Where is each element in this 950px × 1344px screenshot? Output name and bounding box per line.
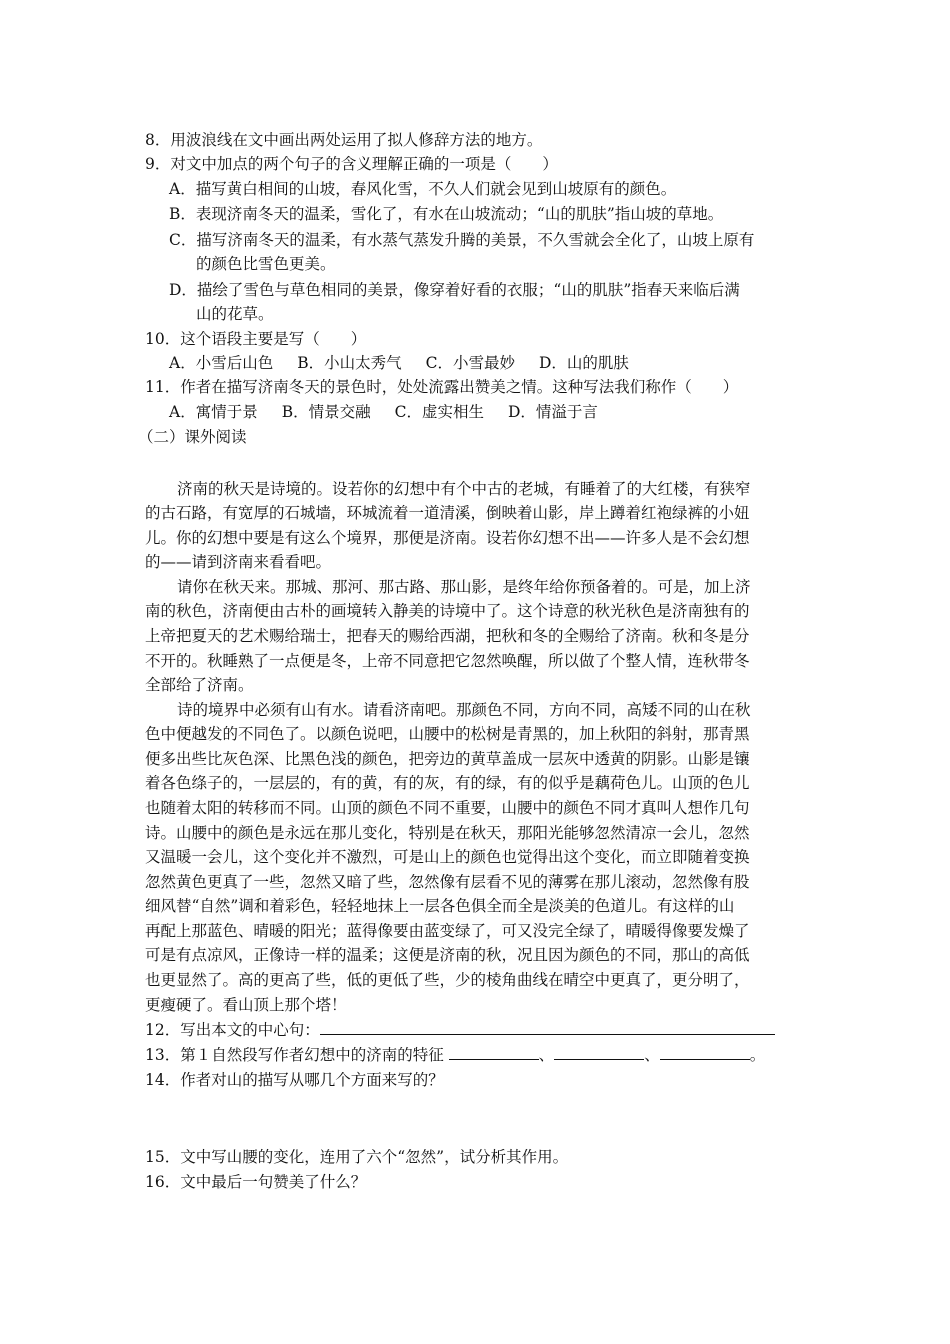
question-9-option-c: C．描写济南冬天的温柔，有水蒸气蒸发升腾的美景，不久雪就会全化了，山坡上原有 xyxy=(169,231,755,249)
question-13-end: 。 xyxy=(749,1046,766,1064)
question-13 xyxy=(145,1043,765,1067)
answer-blank-12[interactable] xyxy=(320,1019,775,1035)
passage-p3-line13: 更瘦硬了。看山顶上那个塔！ xyxy=(145,996,347,1014)
question-11-option-d: D．情溢于言 xyxy=(507,403,598,421)
passage-p1-line4: 的——请到济南来看看吧。 xyxy=(145,553,332,571)
passage-p3-line5: 也随着太阳的转移而不同。山顶的颜色不同不重要，山腰中的颜色不同才真叫人想作几句 xyxy=(145,799,750,817)
passage-p2-line2: 南的秋色，济南便由古朴的画境转入静美的诗境中了。这个诗意的秋光秋色是济南独有的 xyxy=(145,602,750,620)
question-16: 16．文中最后一句赞美了什么？ xyxy=(145,1173,367,1191)
question-13-sep2: 、 xyxy=(644,1046,660,1064)
question-10-option-d: D．山的肌肤 xyxy=(538,354,629,372)
answer-blank-13b[interactable] xyxy=(554,1044,644,1060)
question-9-option-d: D．描绘了雪色与草色相同的美景，像穿着好看的衣服；“山的肌肤”指春天来临后满 xyxy=(169,281,740,299)
passage-p3-line3: 便多出些比灰色深、比黑色浅的颜色，把旁边的黄草盖成一层灰中透黄的阴影。山影是镶 xyxy=(145,750,750,768)
question-12-stem: 12．写出本文的中心句： xyxy=(145,1021,320,1039)
question-10-option-a: A．小雪后山色 xyxy=(169,354,274,372)
passage-p3-line11: 可是有点凉风，正像诗一样的温柔；这便是济南的秋，况且因为颜色的不同，那山的高低 xyxy=(145,946,750,964)
question-13-sep1: 、 xyxy=(538,1046,555,1064)
passage-p3-line7: 又温暖一会儿，这个变化并不激烈，可是山上的颜色也觉得出这个变化，而立即随着变换 xyxy=(145,848,750,866)
passage-p3-line6: 诗。山腰中的颜色是永远在那儿变化，特别是在秋天，那阳光能够忽然清凉一会儿，忽然 xyxy=(145,824,750,842)
passage-p3-line9: 细风替“自然”调和着彩色，轻轻地抹上一层各色俱全而全是淡美的色道儿。有这样的山 xyxy=(145,897,735,915)
question-10-option-c: C．小雪最妙 xyxy=(425,354,515,372)
question-13-stem: 13．第１自然段写作者幻想中的济南的特征 xyxy=(145,1046,444,1064)
passage-p2-line3: 上帝把夏天的艺术赐给瑞士，把春天的赐给西湖，把秋和冬的全赐给了济南。秋和冬是分 xyxy=(145,627,750,645)
passage-p3-line8: 忽然黄色更真了一些，忽然又暗了些，忽然像有层看不见的薄雾在那儿滚动，忽然像有股 xyxy=(145,873,750,891)
question-12 xyxy=(145,1018,775,1042)
question-9-stem: 9．对文中加点的两个句子的含义理解正确的一项是（ ） xyxy=(145,155,558,173)
question-11-stem: 11．作者在描写济南冬天的景色时，处处流露出赞美之情。这种写法我们称作（ ） xyxy=(145,378,739,396)
question-9-option-d-cont: 山的花草。 xyxy=(196,305,274,323)
question-11-option-c: C．虚实相生 xyxy=(394,403,484,421)
question-10-options xyxy=(169,351,653,375)
question-11-option-a: A．寓情于景 xyxy=(169,403,258,421)
question-9-option-a: A．描写黄白相间的山坡，春风化雪，不久人们就会见到山坡原有的颜色。 xyxy=(169,180,677,198)
passage-p3-line4: 着各色绦子的，一层层的，有的黄，有的灰，有的绿，有的似乎是藕荷色儿。山顶的色儿 xyxy=(145,774,750,792)
passage-p2-line5: 全部给了济南。 xyxy=(145,676,254,694)
passage-p2-line1: 请你在秋天来。那城、那河、那古路、那山影，是终年给你预备着的。可是，加上济 xyxy=(177,578,751,596)
question-15: 15．文中写山腰的变化，连用了六个“忽然”，试分析其作用。 xyxy=(145,1148,569,1166)
passage-p2-line4: 不开的。秋睡熟了一点便是冬，上帝不同意把它忽然唤醒，所以做了个整人情，连秋带冬 xyxy=(145,652,750,670)
question-14: 14．作者对山的描写从哪几个方面来写的？ xyxy=(145,1071,444,1089)
question-10-stem: 10．这个语段主要是写（ ） xyxy=(145,330,367,348)
passage-p3-line12: 也更显然了。高的更高了些，低的更低了些，少的棱角曲线在晴空中更真了，更分明了， xyxy=(145,971,750,989)
answer-blank-13a[interactable] xyxy=(449,1044,539,1060)
question-9-option-c-cont: 的颜色比雪色更美。 xyxy=(196,255,336,273)
passage-p3-line1: 诗的境界中必须有山有水。请看济南吧。那颜色不同，方向不同，高矮不同的山在秋 xyxy=(177,701,751,719)
passage-p3-line2: 色中便越发的不同色了。以颜色说吧，山腰中的松树是青黑的，加上秋阳的斜射，那青黑 xyxy=(145,725,750,743)
question-8: 8．用波浪线在文中画出两处运用了拟人修辞方法的地方。 xyxy=(145,131,543,149)
section-heading-extracurricular: （二）课外阅读 xyxy=(138,428,247,446)
passage-p1-line2: 的古石路，有宽厚的石城墙，环城流着一道清溪，倒映着山影，岸上蹲着红袍绿裤的小妞 xyxy=(145,504,750,522)
passage-p1-line3: 儿。你的幻想中要是有这么个境界，那便是济南。设若你幻想不出——许多人是不会幻想 xyxy=(145,529,750,547)
answer-blank-13c[interactable] xyxy=(660,1044,750,1060)
passage-p3-line10: 再配上那蓝色、晴暖的阳光；蓝得像要由蓝变绿了，可又没完全绿了，晴暖得像要发燥了 xyxy=(145,922,750,940)
question-11-option-b: B．情景交融 xyxy=(281,403,371,421)
question-9-option-b: B．表现济南冬天的温柔，雪化了，有水在山坡流动；“山的肌肤”指山坡的草地。 xyxy=(169,205,724,223)
passage-p1-line1: 济南的秋天是诗境的。设若你的幻想中有个中古的老城，有睡着了的大红楼，有狭窄 xyxy=(177,480,751,498)
question-10-option-b: B．小山太秀气 xyxy=(297,354,402,372)
question-11-options xyxy=(169,400,622,424)
